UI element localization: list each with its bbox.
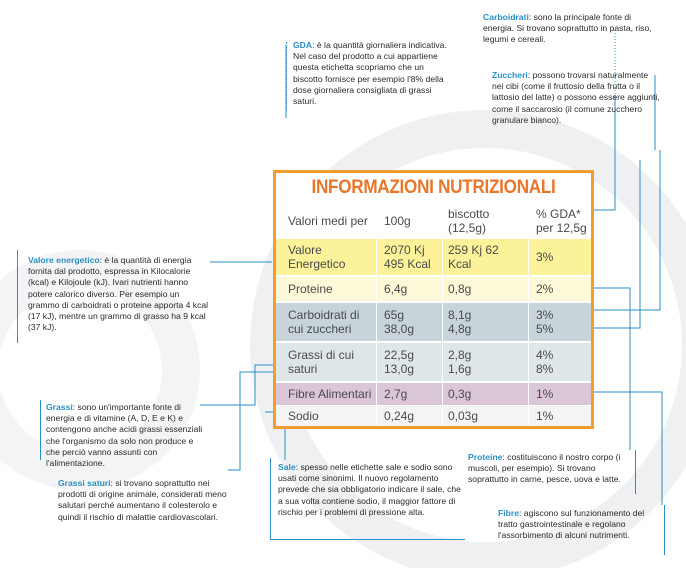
table-row-carbs bbox=[276, 303, 591, 341]
row-biscuit: 2,8g 1,6g bbox=[448, 348, 472, 376]
row-biscuit: 0,3g bbox=[448, 387, 472, 401]
note-term: Proteine bbox=[468, 452, 503, 462]
column-divider bbox=[528, 239, 529, 426]
table-row-sodium bbox=[276, 406, 591, 426]
note-term: Grassi saturi bbox=[58, 478, 111, 488]
table-header-row bbox=[276, 203, 591, 239]
row-gda: 3% 5% bbox=[536, 308, 554, 336]
row-label: Proteine bbox=[288, 282, 333, 296]
row-per100: 2070 Kj 495 Kcal bbox=[384, 243, 431, 271]
header-label: Valori medi per bbox=[288, 214, 368, 228]
row-biscuit: 259 Kj 62 Kcal bbox=[448, 243, 499, 271]
note-term: Sale bbox=[278, 462, 296, 472]
row-per100: 65g 38,0g bbox=[384, 308, 415, 336]
note-term: Fibre bbox=[498, 508, 520, 518]
row-label: Carboidrati di cui zuccheri bbox=[288, 308, 360, 336]
table-row-protein bbox=[276, 277, 591, 301]
row-per100: 0,24g bbox=[384, 409, 415, 423]
row-per100: 22,5g 13,0g bbox=[384, 348, 415, 376]
nutrition-table bbox=[273, 170, 594, 429]
column-divider bbox=[442, 239, 443, 426]
note-zuccheri bbox=[492, 70, 660, 126]
note-text: : è la quantità di energia fornita dal prodotto, espressa in Kilocalorie (kcal) e Kilojoule (kJ). Ivari nutrienti hanno potere calorico diverso. Per esempio un grammo di carboidrati o proteine apporta 4 kcal (17 kJ), mentre un grammo di grasso ha 9 kcal (37 kJ). bbox=[28, 255, 209, 333]
note-grassi-saturi bbox=[58, 478, 230, 523]
row-label: Grassi di cui saturi bbox=[288, 348, 355, 376]
note-term: Zuccheri bbox=[492, 70, 528, 80]
note-term: GDA bbox=[293, 40, 313, 50]
table-row-fibre bbox=[276, 383, 591, 405]
row-per100: 2,7g bbox=[384, 387, 408, 401]
row-biscuit: 8,1g 4,8g bbox=[448, 308, 472, 336]
row-gda: 4% 8% bbox=[536, 348, 554, 376]
table-row-energy bbox=[276, 239, 591, 275]
table-title: INFORMAZIONI NUTRIZIONALI bbox=[311, 177, 556, 198]
note-text: : spesso nelle etichette sale e sodio sono usati come sinonimi. Il nuovo regolamento prevede che sia obbligatorio indicare il sale, che a sua volta contiene sodio, il maggior fattore di rischio per i problemi di pressione alta. bbox=[278, 462, 461, 517]
row-label: Valore Energetico bbox=[288, 243, 346, 271]
row-gda: 2% bbox=[536, 282, 554, 296]
note-text: : sono un'importante fonte di energia e di vitamine (A, D, E e K) e contengono anche acidi grassi essenziali che l'organismo da solo non produce e che perciò vanno assunti con l'alimentazione. bbox=[46, 402, 203, 469]
note-text: : si trovano soprattutto nei prodotti di origine animale, considerati meno salutari perché aumentano il colesterolo e quindi il rischio di malattie cardiovascolari. bbox=[58, 478, 227, 522]
note-term: Grassi bbox=[46, 402, 73, 412]
header-biscuit: biscotto (12,5g) bbox=[448, 207, 490, 235]
row-label: Fibre Alimentari bbox=[288, 387, 372, 401]
note-proteine bbox=[468, 452, 630, 486]
header-gda: % GDA* per 12,5g bbox=[536, 207, 587, 235]
note-grassi bbox=[46, 402, 208, 469]
note-carboidrati bbox=[483, 12, 663, 46]
note-term: Valore energetico bbox=[28, 255, 100, 265]
header-per100: 100g bbox=[384, 214, 411, 228]
note-text: : possono trovarsi naturalmente nei cibi (come il fruttosio della frutta o il lattosio del latte) o possono essere aggiunti, come il saccarosio (il comune zucchero granulare bianco). bbox=[492, 70, 660, 125]
note-valore-energetico bbox=[28, 255, 210, 333]
column-divider bbox=[376, 239, 377, 426]
row-gda: 1% bbox=[536, 387, 554, 401]
row-gda: 3% bbox=[536, 250, 554, 264]
note-fibre bbox=[498, 508, 660, 542]
row-gda: 1% bbox=[536, 409, 554, 423]
note-text: : costituiscono il nostro corpo (i muscoli, per esempio). Si trovano soprattutto in carne, pesce, uova e latte. bbox=[468, 452, 621, 485]
note-text: : sono la principale fonte di energia. Si trovano soprattutto in pasta, riso, legumi e cereali. bbox=[483, 12, 652, 45]
note-term: Carboidrati bbox=[483, 12, 529, 22]
note-gda bbox=[293, 40, 455, 107]
row-biscuit: 0,03g bbox=[448, 409, 479, 423]
row-label: Sodio bbox=[288, 409, 319, 423]
note-text: : agiscono sul funzionamento del tratto gastrointestinale e regolano l'assorbimento di alcuni nutrimenti. bbox=[498, 508, 645, 541]
note-sale bbox=[278, 462, 461, 518]
row-biscuit: 0,8g bbox=[448, 282, 472, 296]
note-text: : è la quantità giornaliera indicativa. Nel caso del prodotto a cui appartiene questa etichetta scopriamo che un biscotto fornisce per esempio l'8% della dose giornaliera consigliata di grassi saturi. bbox=[293, 40, 447, 107]
row-per100: 6,4g bbox=[384, 282, 408, 296]
table-row-fats bbox=[276, 343, 591, 381]
